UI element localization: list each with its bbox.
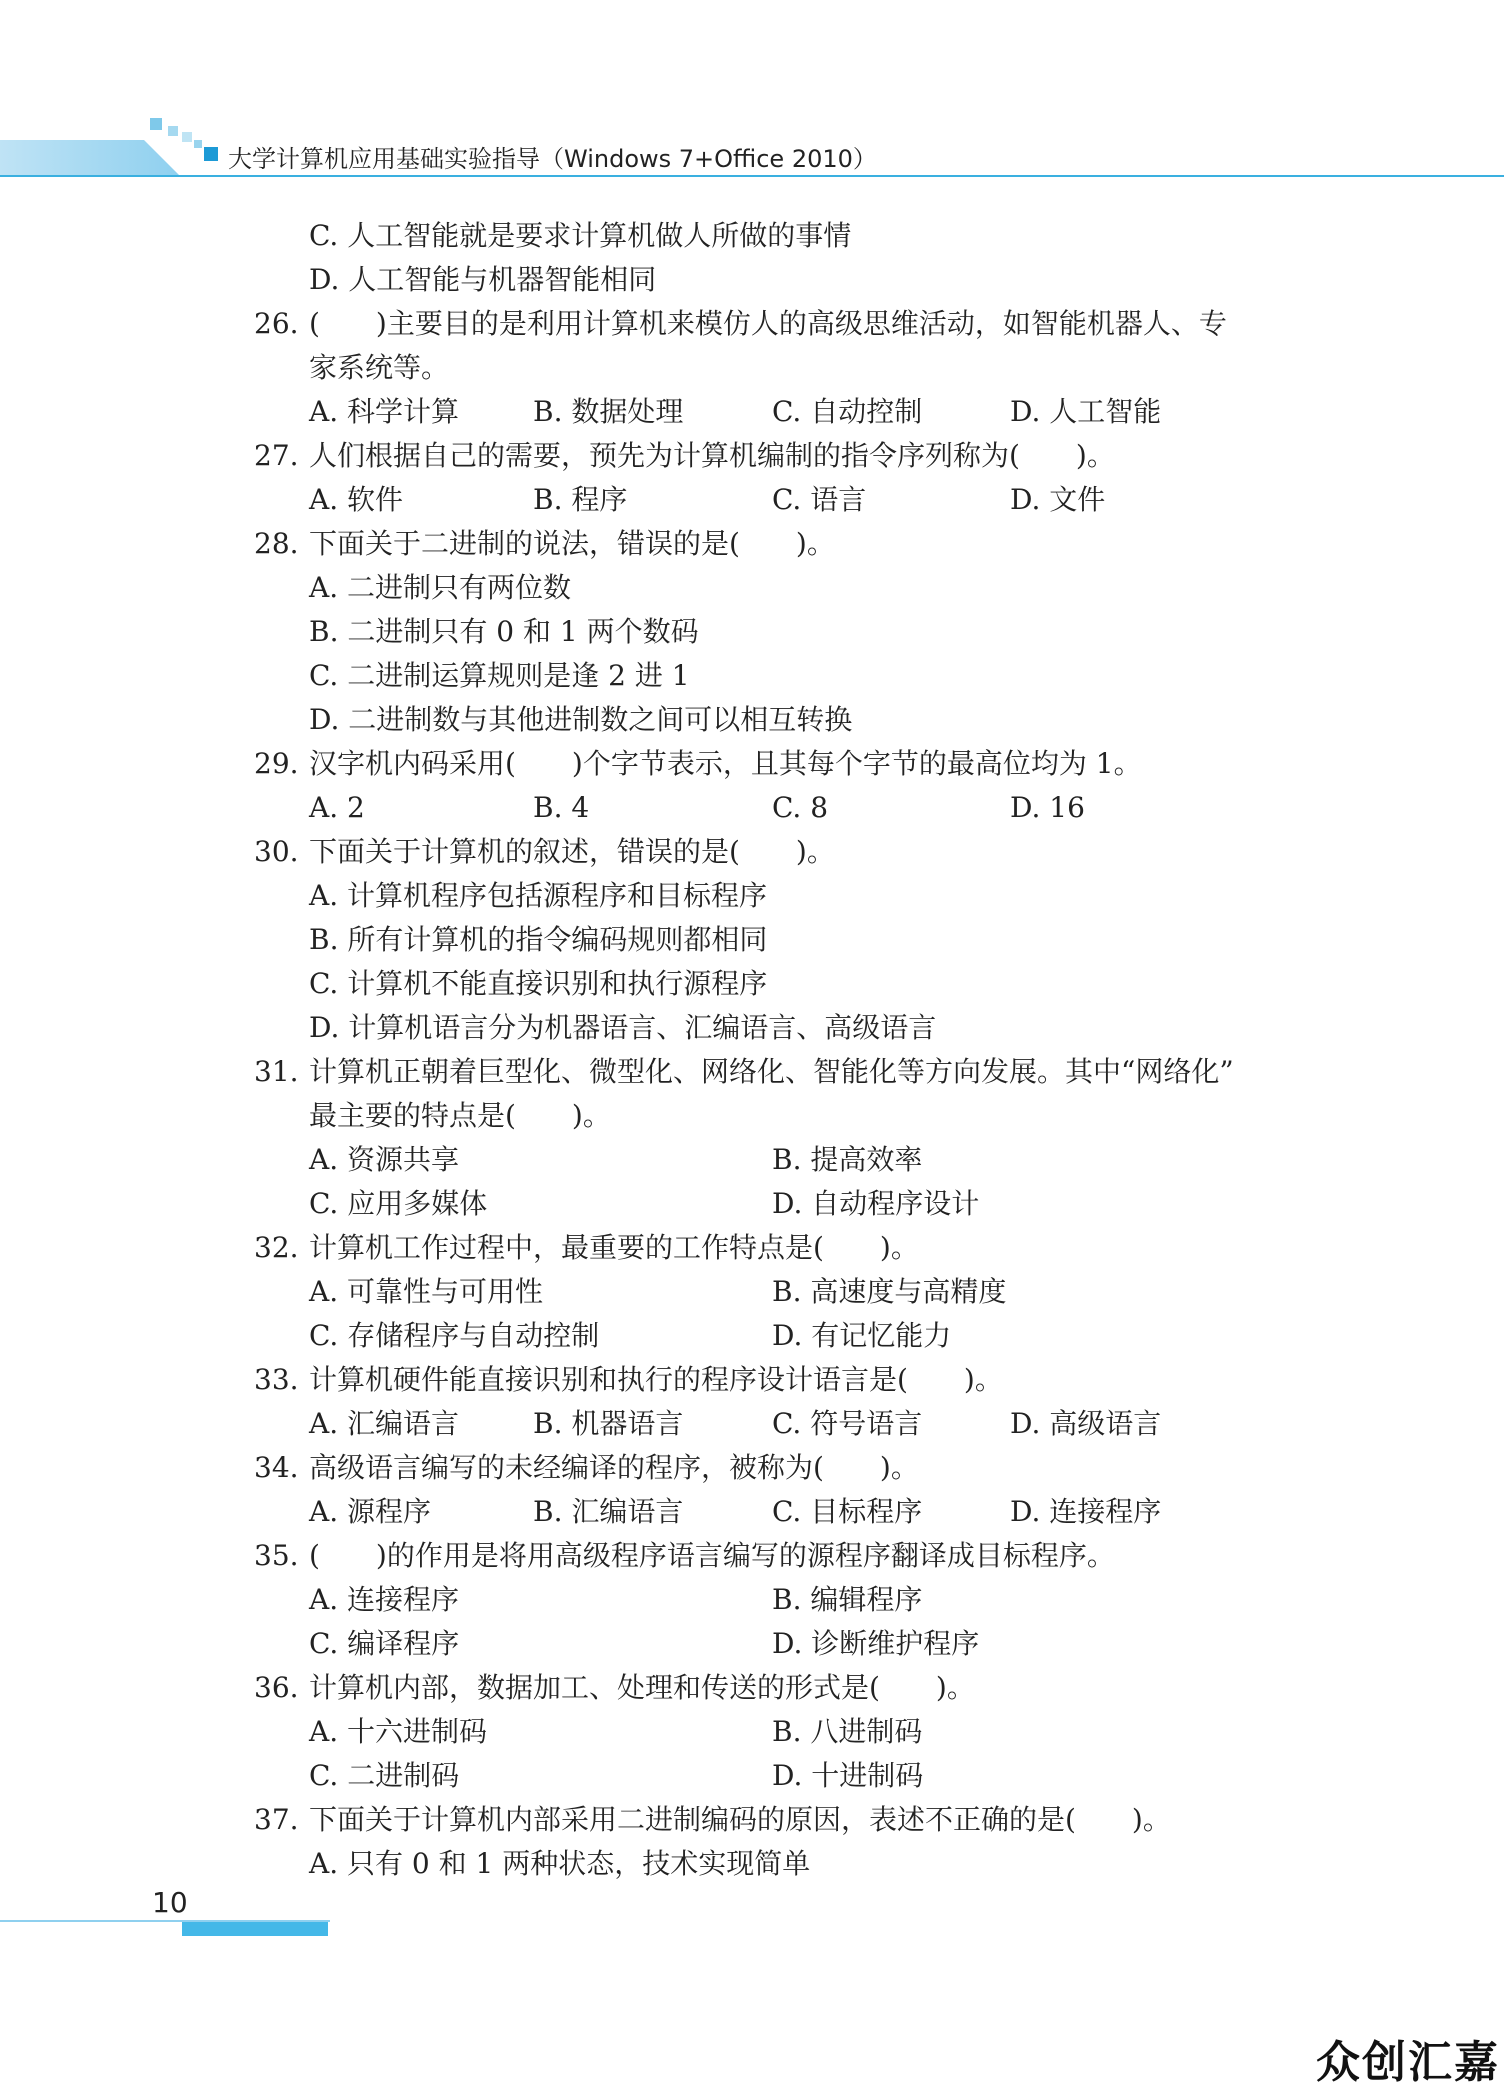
question-text: 下面关于二进制的说法，错误的是( )。 xyxy=(309,527,835,560)
header-rule xyxy=(0,175,1504,177)
question-line xyxy=(0,1446,1504,1490)
option-row xyxy=(0,478,1504,522)
question-line xyxy=(0,434,1504,478)
option-row xyxy=(0,1710,1504,1754)
answer-option: A. 十六进制码 xyxy=(309,1715,488,1748)
question-text: 下面关于计算机内部采用二进制编码的原因，表述不正确的是( )。 xyxy=(309,1803,1171,1836)
answer-option: A. 连接程序 xyxy=(309,1583,460,1616)
option-row xyxy=(0,1270,1504,1314)
answer-option: B. 程序 xyxy=(533,483,628,516)
header-pixel-decoration xyxy=(168,126,178,136)
option-row xyxy=(0,1578,1504,1622)
question-line xyxy=(0,302,1504,346)
option-row xyxy=(0,1182,1504,1226)
header-pixel-decoration xyxy=(182,132,192,142)
question-text: 下面关于计算机的叙述，错误的是( )。 xyxy=(309,835,835,868)
answer-option: C. 符号语言 xyxy=(772,1407,923,1440)
option-row xyxy=(0,1490,1504,1534)
header-bullet-icon xyxy=(204,147,218,161)
question-text: 计算机工作过程中，最重要的工作特点是( )。 xyxy=(309,1231,919,1264)
option-row xyxy=(0,214,1504,258)
answer-option: A. 源程序 xyxy=(309,1495,432,1528)
answer-option: C. 目标程序 xyxy=(772,1495,923,1528)
question-line xyxy=(0,830,1504,874)
answer-option: C. 应用多媒体 xyxy=(309,1187,488,1220)
option-row xyxy=(0,1754,1504,1798)
question-line xyxy=(0,1358,1504,1402)
header-decoration-band xyxy=(0,140,180,176)
answer-option: A. 2 xyxy=(309,791,365,824)
question-text: ( )的作用是将用高级程序语言编写的源程序翻译成目标程序。 xyxy=(309,1539,1115,1572)
answer-option: D. 计算机语言分为机器语言、汇编语言、高级语言 xyxy=(309,1011,937,1044)
option-row xyxy=(0,654,1504,698)
answer-option: A. 计算机程序包括源程序和目标程序 xyxy=(309,879,768,912)
answer-option: D. 高级语言 xyxy=(1010,1407,1162,1440)
answer-option: A. 软件 xyxy=(309,483,404,516)
option-row xyxy=(0,786,1504,830)
answer-option: D. 有记忆能力 xyxy=(772,1319,952,1352)
question-number: 33. xyxy=(254,1363,299,1396)
question-number: 37. xyxy=(254,1803,299,1836)
answer-option: A. 二进制只有两位数 xyxy=(309,571,572,604)
question-number: 34. xyxy=(254,1451,299,1484)
answer-option: B. 所有计算机的指令编码规则都相同 xyxy=(309,923,768,956)
question-number: 35. xyxy=(254,1539,299,1572)
option-row xyxy=(0,390,1504,434)
answer-option: D. 16 xyxy=(1010,791,1085,824)
option-row xyxy=(0,1402,1504,1446)
question-number: 31. xyxy=(254,1055,299,1088)
question-line xyxy=(0,742,1504,786)
answer-option: D. 文件 xyxy=(1010,483,1106,516)
answer-option: A. 资源共享 xyxy=(309,1143,460,1176)
option-row xyxy=(0,258,1504,302)
option-row xyxy=(0,1314,1504,1358)
header-pixel-decoration xyxy=(150,118,162,130)
question-number: 29. xyxy=(254,747,299,780)
answer-option: B. 高速度与高精度 xyxy=(772,1275,1007,1308)
answer-option: C. 语言 xyxy=(772,483,867,516)
answer-option: C. 编译程序 xyxy=(309,1627,460,1660)
question-line xyxy=(0,1050,1504,1094)
question-number: 30. xyxy=(254,835,299,868)
question-line xyxy=(0,1534,1504,1578)
answer-option: B. 编辑程序 xyxy=(772,1583,923,1616)
option-row xyxy=(0,918,1504,962)
answer-option: C. 存储程序与自动控制 xyxy=(309,1319,600,1352)
answer-option: D. 二进制数与其他进制数之间可以相互转换 xyxy=(309,703,853,736)
option-row xyxy=(0,566,1504,610)
question-text: 最主要的特点是( )。 xyxy=(309,1099,611,1132)
question-number: 32. xyxy=(254,1231,299,1264)
answer-option: A. 只有 0 和 1 两种状态，技术实现简单 xyxy=(309,1847,811,1880)
answer-option: C. 二进制运算规则是逢 2 进 1 xyxy=(309,659,690,692)
question-line xyxy=(0,522,1504,566)
question-text: 计算机硬件能直接识别和执行的程序设计语言是( )。 xyxy=(309,1363,1003,1396)
question-text: 汉字机内码采用( )个字节表示，且其每个字节的最高位均为 1。 xyxy=(309,747,1142,780)
option-row xyxy=(0,1006,1504,1050)
question-line xyxy=(0,1094,1504,1138)
footer-bar xyxy=(182,1922,328,1936)
answer-option: A. 科学计算 xyxy=(309,395,460,428)
question-line xyxy=(0,346,1504,390)
answer-option: C. 二进制码 xyxy=(309,1759,460,1792)
answer-option: D. 人工智能 xyxy=(1010,395,1162,428)
watermark-logo: 众创汇嘉 xyxy=(1316,2037,1500,2088)
answer-option: D. 自动程序设计 xyxy=(772,1187,980,1220)
answer-option: B. 汇编语言 xyxy=(533,1495,684,1528)
question-line xyxy=(0,1226,1504,1270)
question-number: 26. xyxy=(254,307,299,340)
answer-option: B. 机器语言 xyxy=(533,1407,684,1440)
answer-option: D. 诊断维护程序 xyxy=(772,1627,980,1660)
question-line xyxy=(0,1666,1504,1710)
question-text: ( )主要目的是利用计算机来模仿人的高级思维活动，如智能机器人、专 xyxy=(309,307,1227,340)
answer-option: D. 人工智能与机器智能相同 xyxy=(309,263,657,296)
option-row xyxy=(0,962,1504,1006)
answer-option: B. 二进制只有 0 和 1 两个数码 xyxy=(309,615,699,648)
option-row xyxy=(0,1138,1504,1182)
answer-option: D. 十进制码 xyxy=(772,1759,924,1792)
question-text: 高级语言编写的未经编译的程序，被称为( )。 xyxy=(309,1451,919,1484)
question-text: 计算机正朝着巨型化、微型化、网络化、智能化等方向发展。其中“网络化” xyxy=(309,1055,1234,1088)
question-text: 人们根据自己的需要，预先为计算机编制的指令序列称为( )。 xyxy=(309,439,1115,472)
answer-option: C. 8 xyxy=(772,791,829,824)
answer-option: C. 计算机不能直接识别和执行源程序 xyxy=(309,967,768,1000)
option-row xyxy=(0,610,1504,654)
question-number: 28. xyxy=(254,527,299,560)
answer-option: B. 数据处理 xyxy=(533,395,684,428)
option-row xyxy=(0,698,1504,742)
answer-option: C. 自动控制 xyxy=(772,395,923,428)
page-number: 10 xyxy=(152,1886,188,1919)
running-header-title: 大学计算机应用基础实验指导（Windows 7+Office 2010） xyxy=(228,145,877,173)
answer-option: A. 汇编语言 xyxy=(309,1407,460,1440)
answer-option: B. 4 xyxy=(533,791,590,824)
question-text: 计算机内部，数据加工、处理和传送的形式是( )。 xyxy=(309,1671,975,1704)
answer-option: A. 可靠性与可用性 xyxy=(309,1275,544,1308)
option-row xyxy=(0,1842,1504,1886)
question-line xyxy=(0,1798,1504,1842)
header-pixel-decoration xyxy=(194,140,202,148)
question-number: 36. xyxy=(254,1671,299,1704)
option-row xyxy=(0,1622,1504,1666)
answer-option: B. 八进制码 xyxy=(772,1715,923,1748)
question-text: 家系统等。 xyxy=(309,351,450,384)
question-number: 27. xyxy=(254,439,299,472)
option-row xyxy=(0,874,1504,918)
answer-option: C. 人工智能就是要求计算机做人所做的事情 xyxy=(309,219,852,252)
answer-option: D. 连接程序 xyxy=(1010,1495,1162,1528)
answer-option: B. 提高效率 xyxy=(772,1143,923,1176)
